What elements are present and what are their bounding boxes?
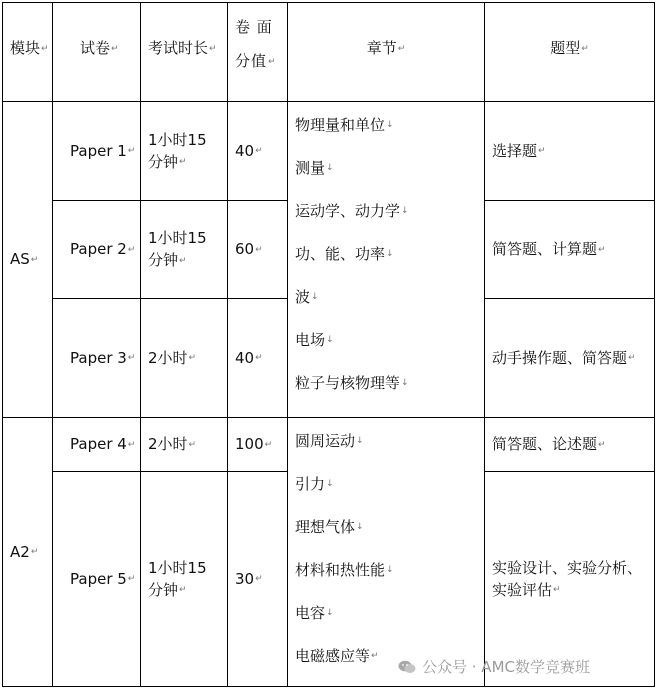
list-item: 功、能、功率↓ [295, 245, 394, 263]
paper-score: 40↵ [228, 102, 288, 201]
header-paper: 试卷↵ [53, 3, 141, 102]
list-item: 材料和热性能↓ [295, 561, 394, 579]
table-row [3, 102, 655, 201]
header-chapters: 章节↵ [288, 3, 485, 102]
header-module: 模块↵ [3, 3, 53, 102]
paper-duration: 1小时15 分钟↵ [141, 472, 228, 687]
module-a2: A2↵ [3, 418, 53, 687]
watermark-text: 公众号 · AMC数学竞赛班 [422, 658, 590, 676]
header-question-type: 题型↵ [485, 3, 655, 102]
paper-name: Paper 5↵ [53, 472, 141, 687]
duration-line1: 1小时15 [148, 130, 207, 149]
list-item: 物理量和单位↓ [295, 116, 394, 134]
list-item: 电场↓ [295, 331, 334, 349]
paper-name: Paper 4↵ [53, 418, 141, 472]
paper-name: Paper 2↵ [53, 201, 141, 299]
watermark [398, 656, 590, 677]
duration-line1: 1小时15 [148, 558, 207, 577]
paper-score: 100↵ [228, 418, 288, 472]
question-type: 实验设计、实验分析、 实验评估↵ [485, 472, 655, 687]
list-item: 测量↓ [295, 159, 334, 177]
paper-duration: 2小时↵ [141, 418, 228, 472]
header-score-line2: 分值 [235, 52, 268, 70]
as-chapters [288, 102, 485, 418]
paper-score: 30↵ [228, 472, 288, 687]
duration-line2: 分钟 [148, 251, 179, 270]
header-score-line1: 卷 面 [235, 18, 273, 36]
wechat-icon [398, 660, 416, 674]
module-as: AS↵ [3, 102, 53, 418]
question-type: 简答题、论述题↵ [485, 418, 655, 472]
header-row [3, 3, 655, 102]
paper-name: Paper 1↵ [53, 102, 141, 201]
paper-score: 60↵ [228, 201, 288, 299]
list-item: 电容↓ [295, 604, 334, 622]
list-item: 理想气体↓ [295, 518, 364, 536]
duration-line1: 1小时15 [148, 229, 207, 248]
paper-score: 40↵ [228, 299, 288, 418]
header-duration: 考试时长↵ [141, 3, 228, 102]
question-type: 选择题↵ [485, 102, 655, 201]
type-line1: 实验设计、实验分析、 [492, 558, 643, 577]
duration-line2: 分钟 [148, 580, 179, 599]
paper-duration: 1小时15 分钟↵ [141, 201, 228, 299]
paper-duration: 1小时15 分钟↵ [141, 102, 228, 201]
question-type: 简答题、计算题↵ [485, 201, 655, 299]
list-item: 电磁感应等↵ [295, 647, 379, 665]
list-item: 引力↓ [295, 475, 334, 493]
exam-structure-table [2, 2, 655, 687]
duration-line2: 分钟 [148, 152, 179, 171]
list-item: 运动学、动力学↓ [295, 202, 409, 220]
a2-chapters [288, 418, 485, 687]
question-type: 动手操作题、简答题↵ [485, 299, 655, 418]
table-row [3, 418, 655, 472]
list-item: 粒子与核物理等↓ [295, 374, 409, 392]
type-line2: 实验评估 [492, 580, 553, 599]
list-item: 圆周运动↓ [295, 432, 364, 450]
paper-duration: 2小时↵ [141, 299, 228, 418]
header-score: 卷 面 分值↵ [228, 3, 288, 102]
paper-name: Paper 3↵ [53, 299, 141, 418]
list-item: 波↓ [295, 288, 319, 306]
